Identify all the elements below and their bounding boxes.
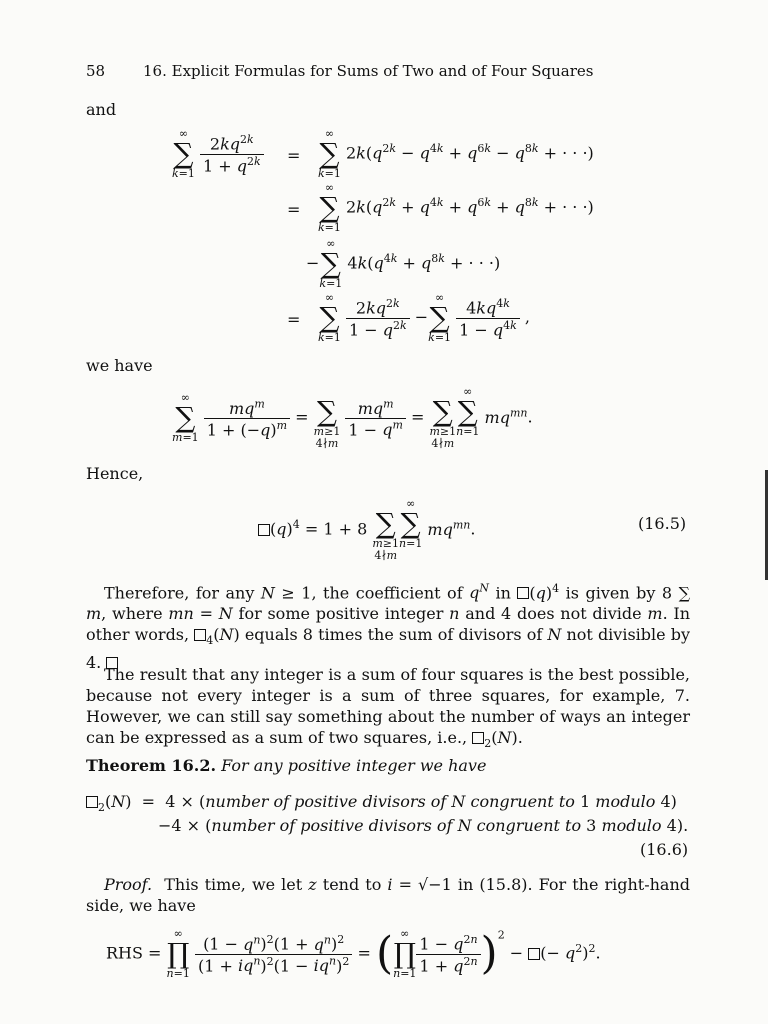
text-hence: Hence, bbox=[86, 464, 144, 483]
theorem-heading bbox=[86, 756, 486, 775]
eq-16-6-label: (16.6) bbox=[640, 840, 689, 859]
eq1-line2-rhs: ∞ ∑ k=1 $2k(q^{2k} + q^{4k} + q^{6k} + q^{8k}$ + · · ·) bbox=[318, 181, 594, 234]
page-number: 58 bbox=[86, 62, 106, 80]
theorem-label: Theorem 16.2. bbox=[86, 756, 217, 775]
eq-sign: = bbox=[287, 310, 301, 329]
proof-paragraph: Proof. This time, we let z tend to i = √−1 in (15.8). For the right-hand side, we have bbox=[86, 875, 691, 915]
theorem-statement: For any positive integer we have bbox=[221, 756, 487, 775]
text-we-have: we have bbox=[86, 356, 153, 375]
paragraph-result: The result that any integer is a sum of four squares is the best possible, because not every integer is a sum of three squares, for example, 7. However, we can still say something about the number of ways an integer can be expressed as a sum of two squares, i.e., $_2$(N). bbox=[86, 665, 690, 751]
eq-16-5: $(q)^4 = 1 + 8$ ∑ m≥1 4∤m ∞ ∑ n=1 $mq^{mn}$. bbox=[258, 498, 475, 562]
paragraph-therefore: Therefore, for any N ≥ 1, the coefficient of $q^N$ in $(q)^4$ is given by 8 ∑ m, where mn = N for some positive integer n and 4 does not divide m. In other words, $_4$(N) equals 8 times the sum of divisors of N not divisible by 4. bbox=[86, 582, 691, 672]
eq-16-5-label: (16.5) bbox=[638, 514, 687, 533]
theorem-line2: −4 × (number of positive divisors of N congruent to 3 modulo 4). bbox=[158, 816, 689, 835]
eq-sign: = bbox=[287, 146, 301, 165]
eq1-line4-rhs: ∞ ∑ k=1 $\frac{2kq^{2k}}{1 - q^{2k}}$ − ∞ ∑ k=1 $\frac{4kq^{4k}}{1 - q^{4k}}$ , bbox=[318, 291, 531, 344]
running-title: 16. Explicit Formulas for Sums of Two and of Four Squares bbox=[143, 62, 594, 80]
eq-sign: = bbox=[287, 200, 301, 219]
eq1-line1-rhs: ∞ ∑ k=1 $2k(q^{2k} - q^{4k} + q^{6k} - q^{8k}$ + · · ·) bbox=[318, 127, 594, 180]
theorem-line1: $_2$(N) = 4 × (number of positive divisors of N congruent to 1 modulo 4) bbox=[86, 792, 677, 814]
eq1-lhs: ∞ ∑ k=1 $\frac{2kq^{2k}}{1 + q^{2k}}$ bbox=[172, 128, 264, 180]
text-and: and bbox=[86, 100, 117, 119]
eq2: ∞ ∑ m=1 $\frac{mq^m}{1 + (-q)^m}$ = ∑ m≥1 4∤m $\frac{mq^m}{1 - q^m}$ = ∑ m≥1 4∤m ∞ ∑ n=1 $mq^{mn}$. bbox=[172, 385, 533, 450]
eq1-line3-rhs: − ∞ ∑ k=1 $4k(q^{4k} + q^{8k}$ + · · ·) bbox=[306, 237, 501, 290]
eq-rhs: RHS = ∞ ∏ n=1 $\frac{(1 - q^n)^2(1 + q^n)^2}{(1 + iq^n)^2(1 - iq^n)^2}$ = ( ∞ ∏ n=1 $\frac{1 - q^{2n}}{1 + q^{2n}}$ )$^2$ − (− $q^2)^2$. bbox=[106, 927, 601, 980]
